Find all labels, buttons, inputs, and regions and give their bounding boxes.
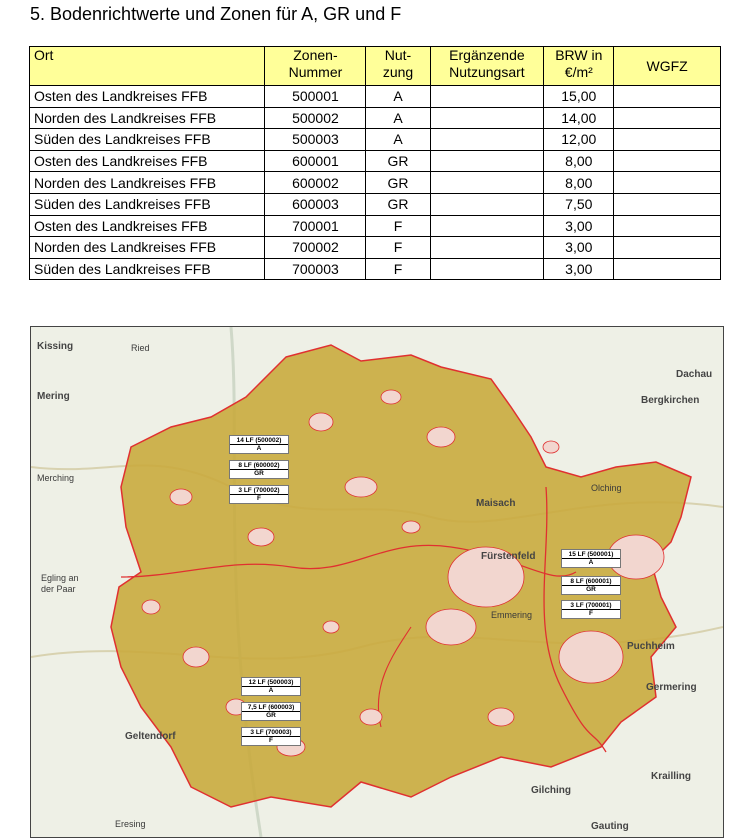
cell-ort: Süden des Landkreises FFB bbox=[30, 129, 265, 151]
cell-ort: Osten des Landkreises FFB bbox=[30, 150, 265, 172]
header-zone-number bbox=[265, 47, 366, 86]
map-label-east-gr bbox=[561, 576, 621, 595]
cell-usage: A bbox=[366, 129, 430, 151]
place-ried: Ried bbox=[131, 343, 150, 353]
table-row bbox=[30, 193, 721, 215]
label-south-gr-use: GR bbox=[242, 711, 300, 719]
label-north-gr-use: GR bbox=[230, 469, 288, 477]
cell-ort: Süden des Landkreises FFB bbox=[30, 193, 265, 215]
cell-wgfz bbox=[614, 215, 721, 237]
cell-brw: 15,00 bbox=[544, 86, 614, 108]
place-gilching: Gilching bbox=[531, 785, 571, 796]
cell-wgfz bbox=[614, 107, 721, 129]
place-merching: Merching bbox=[37, 473, 75, 483]
cell-zone-number: 700003 bbox=[265, 258, 366, 280]
cell-supplementary-usage bbox=[430, 150, 544, 172]
cell-usage: A bbox=[366, 107, 430, 129]
cell-wgfz bbox=[614, 258, 721, 280]
table-header-row bbox=[30, 47, 721, 86]
cell-brw: 8,00 bbox=[544, 172, 614, 194]
table-row bbox=[30, 172, 721, 194]
place-olching: Olching bbox=[591, 483, 622, 493]
header-usage bbox=[366, 47, 430, 86]
cell-supplementary-usage bbox=[430, 193, 544, 215]
cell-zone-number: 600001 bbox=[265, 150, 366, 172]
cell-zone-number: 600003 bbox=[265, 193, 366, 215]
cell-zone-number: 500001 bbox=[265, 86, 366, 108]
map-label-south-a bbox=[241, 677, 301, 696]
header-supplementary-usage bbox=[430, 47, 544, 86]
cell-zone-number: 600002 bbox=[265, 172, 366, 194]
cell-usage: GR bbox=[366, 172, 430, 194]
header-erg-line1: Ergänzende bbox=[449, 47, 525, 63]
land-value-table bbox=[29, 46, 721, 280]
label-north-f-text: 3 LF (700002) bbox=[238, 487, 280, 494]
table-row bbox=[30, 129, 721, 151]
map-label-east-f bbox=[561, 600, 621, 619]
table-row bbox=[30, 215, 721, 237]
cell-supplementary-usage bbox=[430, 107, 544, 129]
header-brw-line1: BRW in bbox=[555, 47, 603, 63]
cell-usage: A bbox=[366, 86, 430, 108]
label-east-a-use: A bbox=[562, 558, 620, 566]
cell-brw: 3,00 bbox=[544, 258, 614, 280]
cell-supplementary-usage bbox=[430, 258, 544, 280]
label-east-f-use: F bbox=[562, 609, 620, 617]
place-egling: Egling an bbox=[41, 573, 79, 583]
cell-zone-number: 700001 bbox=[265, 215, 366, 237]
cell-wgfz bbox=[614, 129, 721, 151]
table-row bbox=[30, 150, 721, 172]
cell-supplementary-usage bbox=[430, 237, 544, 259]
cell-usage: GR bbox=[366, 193, 430, 215]
header-wgfz: WGFZ bbox=[614, 47, 721, 86]
header-usage-line1: Nut- bbox=[384, 47, 412, 63]
label-east-a-text: 15 LF (500001) bbox=[568, 551, 614, 558]
cell-zone-number: 500002 bbox=[265, 107, 366, 129]
map-label-east-a bbox=[561, 549, 621, 568]
cell-wgfz bbox=[614, 86, 721, 108]
place-kissing: Kissing bbox=[37, 341, 74, 352]
place-fuerstenfeld: Fürstenfeld bbox=[481, 551, 536, 562]
table-row bbox=[30, 258, 721, 280]
cell-wgfz bbox=[614, 237, 721, 259]
table-row bbox=[30, 237, 721, 259]
table-row bbox=[30, 86, 721, 108]
map-label-north-a bbox=[229, 435, 289, 454]
place-puchheim: Puchheim bbox=[627, 641, 675, 652]
map-label-north-f bbox=[229, 485, 289, 504]
cell-zone-number: 700002 bbox=[265, 237, 366, 259]
cell-zone-number: 500003 bbox=[265, 129, 366, 151]
header-ort: Ort bbox=[30, 47, 265, 86]
cell-usage: F bbox=[366, 258, 430, 280]
place-germering: Germering bbox=[646, 682, 697, 693]
label-south-a-text: 12 LF (500003) bbox=[248, 679, 294, 686]
cell-ort: Süden des Landkreises FFB bbox=[30, 258, 265, 280]
cell-supplementary-usage bbox=[430, 172, 544, 194]
cell-brw: 3,00 bbox=[544, 237, 614, 259]
cell-ort: Osten des Landkreises FFB bbox=[30, 215, 265, 237]
label-north-a-text: 14 LF (500002) bbox=[236, 437, 282, 444]
cell-usage: GR bbox=[366, 150, 430, 172]
cell-brw: 8,00 bbox=[544, 150, 614, 172]
map-label-south-gr bbox=[241, 702, 301, 721]
cell-wgfz bbox=[614, 150, 721, 172]
cell-wgfz bbox=[614, 172, 721, 194]
cell-brw: 7,50 bbox=[544, 193, 614, 215]
cell-ort: Norden des Landkreises FFB bbox=[30, 172, 265, 194]
cell-ort: Osten des Landkreises FFB bbox=[30, 86, 265, 108]
cell-ort: Norden des Landkreises FFB bbox=[30, 237, 265, 259]
label-south-f-text: 3 LF (700003) bbox=[250, 729, 292, 736]
cell-usage: F bbox=[366, 237, 430, 259]
map-label-south-f bbox=[241, 727, 301, 746]
place-mering: Mering bbox=[37, 391, 70, 402]
cell-supplementary-usage bbox=[430, 86, 544, 108]
header-zone-line1: Zonen- bbox=[293, 47, 338, 63]
section-heading: 5. Bodenrichtwerte und Zonen für A, GR und F bbox=[30, 4, 402, 24]
header-brw bbox=[544, 47, 614, 86]
table-row bbox=[30, 107, 721, 129]
cell-wgfz bbox=[614, 193, 721, 215]
place-gauting: Gauting bbox=[591, 821, 629, 832]
label-south-gr-text: 7,5 LF (600003) bbox=[247, 704, 295, 711]
header-usage-line2: zung bbox=[382, 64, 414, 80]
place-dachau: Dachau bbox=[676, 369, 713, 380]
place-bergkirchen: Bergkirchen bbox=[641, 395, 700, 406]
label-north-a-use: A bbox=[230, 444, 288, 452]
map-label-north-gr bbox=[229, 460, 289, 479]
label-north-f-use: F bbox=[230, 494, 288, 502]
place-geltendorf: Geltendorf bbox=[125, 731, 176, 742]
cell-brw: 14,00 bbox=[544, 107, 614, 129]
cell-brw: 12,00 bbox=[544, 129, 614, 151]
table-body bbox=[30, 86, 721, 280]
place-eresing: Eresing bbox=[115, 819, 146, 829]
label-south-f-use: F bbox=[242, 736, 300, 744]
label-east-gr-use: GR bbox=[562, 585, 620, 593]
place-der-paar: der Paar bbox=[41, 584, 76, 594]
place-maisach: Maisach bbox=[476, 498, 516, 509]
header-brw-line2: €/m² bbox=[564, 64, 593, 80]
label-east-gr-text: 8 LF (600001) bbox=[570, 578, 612, 585]
header-zone-line2: Nummer bbox=[288, 64, 343, 80]
cell-supplementary-usage bbox=[430, 215, 544, 237]
place-emmering: Emmering bbox=[491, 610, 533, 620]
label-north-gr-text: 8 LF (600002) bbox=[238, 462, 280, 469]
zone-map bbox=[30, 326, 724, 838]
label-south-a-use: A bbox=[242, 686, 300, 694]
label-east-f-text: 3 LF (700001) bbox=[570, 602, 612, 609]
place-krailling: Krailling bbox=[651, 771, 692, 782]
cell-ort: Norden des Landkreises FFB bbox=[30, 107, 265, 129]
cell-supplementary-usage bbox=[430, 129, 544, 151]
cell-usage: F bbox=[366, 215, 430, 237]
header-erg-line2: Nutzungsart bbox=[449, 64, 525, 80]
cell-brw: 3,00 bbox=[544, 215, 614, 237]
